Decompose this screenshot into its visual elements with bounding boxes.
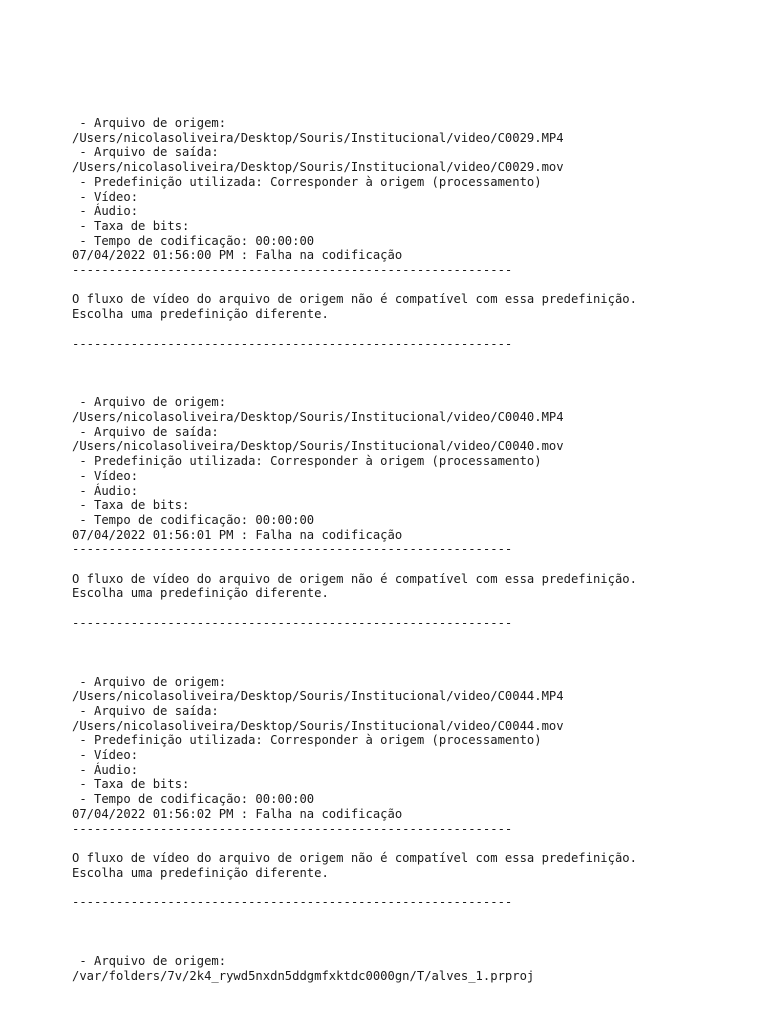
error-message-line1: O fluxo de vídeo do arquivo de origem não é compatível com essa predefinição. [72, 571, 637, 586]
source-path: /var/folders/7v/2k4_rywd5nxdn5ddgmfxktdc0000gn/T/alves_1.prproj [72, 968, 535, 983]
separator-bottom: ------------------------------------------------------------ [72, 615, 513, 630]
error-message-line2: Escolha uma predefinição diferente. [72, 865, 329, 880]
output-label: - Arquivo de saída: [72, 703, 219, 718]
video-line: - Vídeo: [72, 189, 139, 204]
separator-top: ------------------------------------------------------------ [72, 263, 513, 278]
blank-line [72, 557, 762, 572]
video-line: - Vídeo: [72, 748, 139, 763]
audio-line: - Áudio: [72, 762, 139, 777]
encode-time-line: - Tempo de codificação: 00:00:00 [72, 512, 315, 527]
log-entry [72, 954, 762, 983]
blank-line [72, 351, 762, 366]
source-label: - Arquivo de origem: [72, 674, 227, 689]
log-entry [72, 395, 762, 674]
error-message-line1: O fluxo de vídeo do arquivo de origem não é compatível com essa predefinição. [72, 292, 637, 307]
bitrate-line: - Taxa de bits: [72, 777, 190, 792]
blank-line [72, 366, 762, 381]
encode-time-line: - Tempo de codificação: 00:00:00 [72, 233, 315, 248]
blank-line [72, 924, 762, 939]
output-label: - Arquivo de saída: [72, 424, 219, 439]
separator-top: ------------------------------------------------------------ [72, 821, 513, 836]
separator-bottom: ------------------------------------------------------------ [72, 336, 513, 351]
audio-line: - Áudio: [72, 204, 139, 219]
bitrate-line: - Taxa de bits: [72, 218, 190, 233]
separator-top: ------------------------------------------------------------ [72, 542, 513, 557]
output-path: /Users/nicolasoliveira/Desktop/Souris/Institucional/video/C0040.mov [72, 439, 564, 454]
preset-line: - Predefinição utilizada: Corresponder à origem (processamento) [72, 454, 542, 469]
log-entry [72, 675, 762, 954]
blank-line [72, 278, 762, 293]
status-line: 07/04/2022 01:56:01 PM : Falha na codificação [72, 527, 403, 542]
blank-line [72, 322, 762, 337]
blank-line [72, 939, 762, 954]
blank-line [72, 836, 762, 851]
bitrate-line: - Taxa de bits: [72, 498, 190, 513]
output-path: /Users/nicolasoliveira/Desktop/Souris/Institucional/video/C0044.mov [72, 718, 564, 733]
preset-line: - Predefinição utilizada: Corresponder à origem (processamento) [72, 733, 542, 748]
blank-line [72, 910, 762, 925]
encoding-log-document [72, 116, 762, 983]
status-line: 07/04/2022 01:56:02 PM : Falha na codificação [72, 806, 403, 821]
output-path: /Users/nicolasoliveira/Desktop/Souris/Institucional/video/C0029.mov [72, 160, 564, 175]
blank-line [72, 880, 762, 895]
source-label: - Arquivo de origem: [72, 116, 227, 130]
separator-bottom: ------------------------------------------------------------ [72, 895, 513, 910]
blank-line [72, 645, 762, 660]
encode-time-line: - Tempo de codificação: 00:00:00 [72, 792, 315, 807]
source-label: - Arquivo de origem: [72, 395, 227, 410]
audio-line: - Áudio: [72, 483, 139, 498]
log-entry [72, 116, 762, 395]
error-message-line1: O fluxo de vídeo do arquivo de origem não é compatível com essa predefinição. [72, 850, 637, 865]
status-line: 07/04/2022 01:56:00 PM : Falha na codificação [72, 248, 403, 263]
source-path: /Users/nicolasoliveira/Desktop/Souris/Institucional/video/C0040.MP4 [72, 409, 564, 424]
preset-line: - Predefinição utilizada: Corresponder à origem (processamento) [72, 174, 542, 189]
source-label: - Arquivo de origem: [72, 953, 227, 968]
error-message-line2: Escolha uma predefinição diferente. [72, 307, 329, 322]
blank-line [72, 381, 762, 396]
blank-line [72, 660, 762, 675]
output-label: - Arquivo de saída: [72, 145, 219, 160]
blank-line [72, 601, 762, 616]
error-message-line2: Escolha uma predefinição diferente. [72, 586, 329, 601]
source-path: /Users/nicolasoliveira/Desktop/Souris/Institucional/video/C0029.MP4 [72, 130, 564, 145]
video-line: - Vídeo: [72, 468, 139, 483]
source-path: /Users/nicolasoliveira/Desktop/Souris/Institucional/video/C0044.MP4 [72, 689, 564, 704]
blank-line [72, 631, 762, 646]
